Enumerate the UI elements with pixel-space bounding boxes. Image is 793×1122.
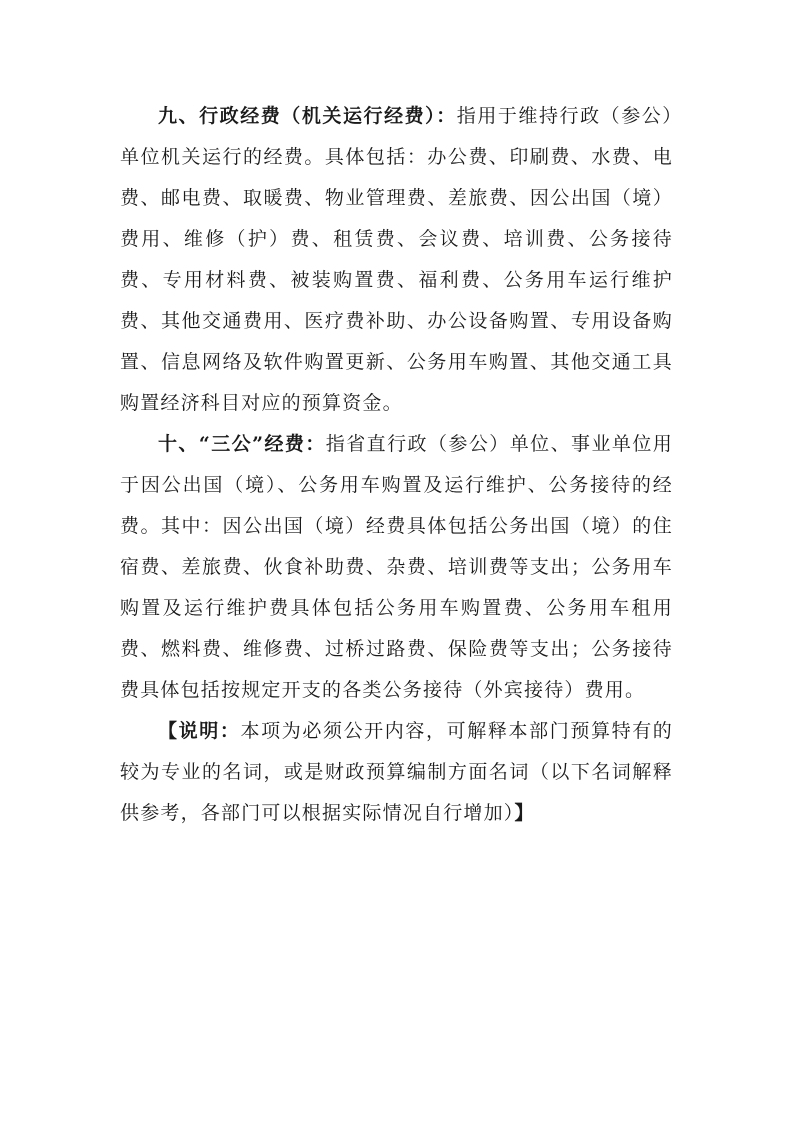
paragraph-heading: 九、行政经费（机关运行经费）： [158, 105, 457, 127]
paragraph-body: 指用于维持行政（参公）单位机关运行的经费。具体包括：办公费、印刷费、水费、电费、邮电费、取暖费、物业管理费、差旅费、因公出国（境）费用、维修（护）费、租赁费、会议费、培训费、公务接待费、专用材料费、被装购置费、福利费、公务用车运行维护费、其他交通费用、医疗费补助、办公设备购置、专用设备购置、信息网络及软件购置更新、公务用车购置、其他交通工具购置经济科目对应的预算资金。 [120, 105, 673, 414]
paragraph-admin-expenses [120, 96, 673, 424]
explanatory-note [120, 711, 673, 834]
note-open-bracket: 【 [158, 720, 179, 742]
paragraph-heading: 十、“三公”经费： [158, 433, 326, 455]
paragraph-three-public-expenses [120, 424, 673, 711]
note-heading: 说明： [178, 720, 241, 742]
note-body: 本项为必须公开内容，可解释本部门预算特有的较为专业的名词，或是财政预算编制方面名词（以下名词解释供参考，各部门可以根据实际情况自行增加） [120, 720, 674, 824]
document-page [120, 96, 673, 834]
paragraph-body: 指省直行政（参公）单位、事业单位用于因公出国（境）、公务用车购置及运行维护、公务接待的经费。其中：因公出国（境）经费具体包括公务出国（境）的住宿费、差旅费、伙食补助费、杂费、培训费等支出；公务用车购置及运行维护费具体包括公务用车购置费、公务用车租用费、燃料费、维修费、过桥过路费、保险费等支出；公务接待费具体包括按规定开支的各类公务接待（外宾接待）费用。 [120, 433, 673, 701]
note-close-bracket: 】 [514, 802, 535, 824]
